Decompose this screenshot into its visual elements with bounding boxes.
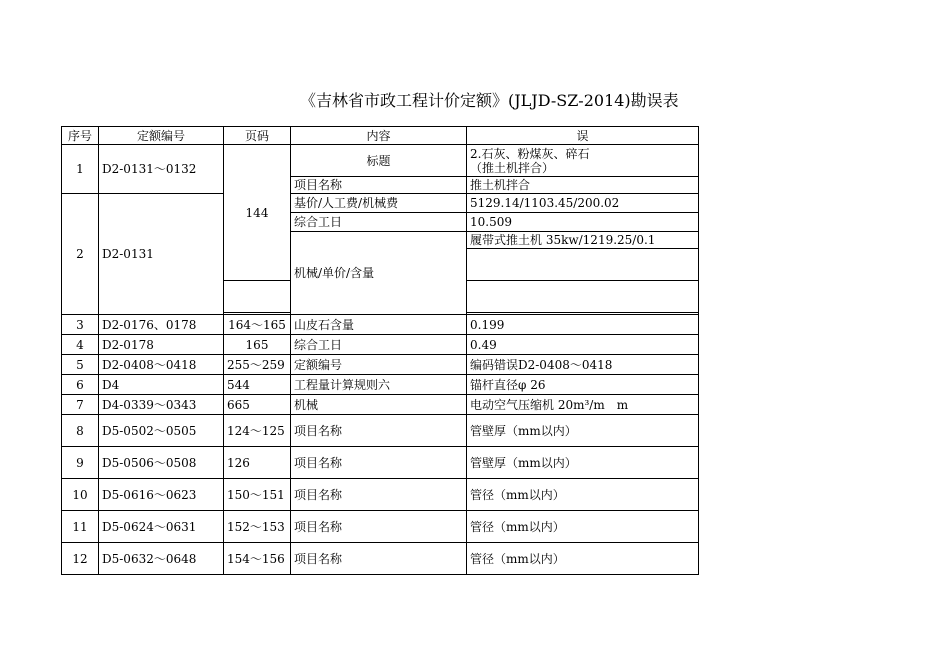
row-code: D4-0339～0343 (99, 395, 224, 415)
row-content: 机械 (291, 395, 467, 415)
header-error: 误 (467, 127, 699, 145)
row-page: 544 (224, 375, 291, 395)
row-page: 255～259 (224, 355, 291, 375)
row-page: 165 (224, 335, 291, 355)
header-code: 定额编号 (99, 127, 224, 145)
row-error: 管径（mm以内） (467, 543, 699, 575)
row-no: 4 (62, 335, 99, 355)
row-code: D2-0131 (99, 194, 224, 315)
row-content: 综合工日 (291, 335, 467, 355)
row-page: 152～153 (224, 511, 291, 543)
row-no: 12 (62, 543, 99, 575)
row-no: 3 (62, 315, 99, 335)
row-no: 7 (62, 395, 99, 415)
row-code: D2-0131～0132 (99, 145, 224, 194)
table-row (62, 355, 699, 375)
table-row (62, 335, 699, 355)
header-content: 内容 (291, 127, 467, 145)
row-code: D5-0502～0505 (99, 415, 224, 447)
row-error: 电动空气压缩机 20m³/m m (467, 395, 699, 415)
row-error: 锚杆直径φ 26 (467, 375, 699, 395)
row-code: D5-0506～0508 (99, 447, 224, 479)
row-code: D2-0408～0418 (99, 355, 224, 375)
table-row (62, 415, 699, 447)
row-content: 综合工日 (291, 213, 467, 232)
row-content: 项目名称 (291, 543, 467, 575)
table-row (62, 447, 699, 479)
row-no: 9 (62, 447, 99, 479)
row-content: 基价/人工费/机械费 (291, 194, 467, 213)
row-error-line: （推土机拌合） (470, 160, 555, 175)
row-code: D2-0176、0178 (99, 315, 224, 335)
row-content: 定额编号 (291, 355, 467, 375)
row-content: 机械/单价/含量 (291, 232, 467, 315)
row-no: 10 (62, 479, 99, 511)
row-error: 编码错误D2-0408～0418 (467, 355, 699, 375)
table-row (62, 395, 699, 415)
row-content: 项目名称 (291, 479, 467, 511)
row-code: D5-0616～0623 (99, 479, 224, 511)
empty-cell (467, 281, 699, 313)
row-code: D2-0178 (99, 335, 224, 355)
table-row (62, 315, 699, 335)
table-row (62, 543, 699, 575)
row-no: 6 (62, 375, 99, 395)
row-page: 665 (224, 395, 291, 415)
row-error: 0.49 (467, 335, 699, 355)
row-page: 150～151 (224, 479, 291, 511)
row-no: 8 (62, 415, 99, 447)
row-page: 164～165 (224, 315, 291, 335)
header-page: 页码 (224, 127, 291, 145)
row-page: 154～156 (224, 543, 291, 575)
row-no: 2 (62, 194, 99, 315)
table-row (62, 375, 699, 395)
row-error: 管壁厚（mm以内） (467, 415, 699, 447)
row-content: 工程量计算规则六 (291, 375, 467, 395)
errata-table (61, 126, 699, 575)
row-error-line: 2.石灰、粉煤灰、碎石 (470, 146, 590, 161)
row-error: 10.509 (467, 213, 699, 232)
row-error: 管径（mm以内） (467, 479, 699, 511)
header-no: 序号 (62, 127, 99, 145)
empty-page-cell (224, 281, 291, 313)
row-content: 项目名称 (291, 177, 467, 194)
row-error: 管径（mm以内） (467, 511, 699, 543)
row-content: 山皮石含量 (291, 315, 467, 335)
row-content: 项目名称 (291, 447, 467, 479)
row-error (467, 145, 699, 177)
row-no: 5 (62, 355, 99, 375)
row-code: D5-0632～0648 (99, 543, 224, 575)
row-error: 履带式推土机 35kw/1219.25/0.1 (467, 232, 699, 249)
table-row (62, 194, 699, 213)
row-no: 11 (62, 511, 99, 543)
row-error: 5129.14/1103.45/200.02 (467, 194, 699, 213)
empty-cell (467, 249, 699, 281)
row-page: 126 (224, 447, 291, 479)
row-error: 管壁厚（mm以内） (467, 447, 699, 479)
table-row (62, 145, 699, 177)
row-error: 0.199 (467, 315, 699, 335)
table-row (62, 511, 699, 543)
row-content: 项目名称 (291, 511, 467, 543)
table-header-row (62, 127, 699, 145)
row-code: D5-0624～0631 (99, 511, 224, 543)
row-error: 推土机拌合 (467, 177, 699, 194)
row-content: 标题 (291, 145, 467, 177)
row-code: D4 (99, 375, 224, 395)
row-content: 项目名称 (291, 415, 467, 447)
row-page: 144 (224, 145, 291, 281)
table-row (62, 479, 699, 511)
row-no: 1 (62, 145, 99, 194)
row-page: 124～125 (224, 415, 291, 447)
document-title: 《吉林省市政工程计价定额》(JLJD-SZ-2014)勘误表 (300, 91, 679, 110)
